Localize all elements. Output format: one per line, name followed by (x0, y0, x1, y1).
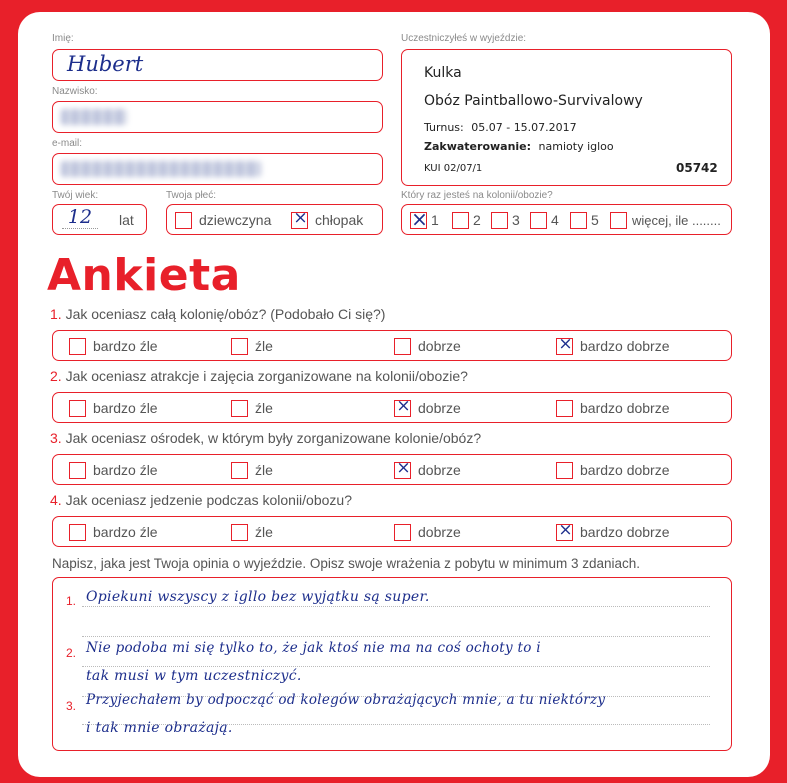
question-2-options (52, 392, 732, 423)
q2-very-good-checkbox[interactable] (556, 400, 573, 417)
company-name: Kulka (424, 65, 462, 81)
q3-option-very-bad[interactable]: bardzo źle (69, 461, 158, 479)
question-2-number: 2. (50, 368, 62, 384)
question-4-text: Jak oceniasz jedzenie podczas kolonii/obozu? (65, 492, 352, 508)
q2-bad-checkbox[interactable] (231, 400, 248, 417)
email-field[interactable] (52, 153, 383, 185)
age-value: 12 (62, 206, 98, 229)
times-option-5[interactable]: 5 (570, 211, 599, 229)
q4-option-very-good[interactable]: × bardzo dobrze (556, 523, 670, 541)
q4-option-good[interactable]: dobrze (394, 523, 461, 541)
question-4-options (52, 516, 732, 547)
q1-good-checkbox[interactable] (394, 338, 411, 355)
opinion-answer-line-1: Opiekuni wszyscy z igllo bez wyjątku są super. (86, 589, 430, 605)
name-field[interactable] (52, 49, 383, 81)
opinion-answer-line-3: tak musi w tym uczestniczyć. (86, 668, 302, 684)
gender-option-girl[interactable]: dziewczyna (175, 211, 271, 229)
opinion-answer-line-4: Przyjechałem by odpocząć od kolegów obrażających mnie, a tu niektórzy (86, 692, 606, 708)
age-unit: lat (119, 212, 134, 228)
turnus-label: Turnus: (424, 121, 464, 134)
email-redacted (61, 161, 261, 177)
q3-option-bad[interactable]: źle (231, 461, 273, 479)
question-4-number: 4. (50, 492, 62, 508)
name-label: Imię: (52, 33, 74, 44)
question-2-text: Jak oceniasz atrakcje i zajęcia zorganizowane na kolonii/obozie? (65, 368, 468, 384)
q1-option-good[interactable]: dobrze (394, 337, 461, 355)
age-field[interactable] (52, 204, 147, 235)
question-4 (50, 492, 352, 508)
opinion-line (82, 636, 710, 637)
survey-title: Ankieta (47, 250, 241, 301)
q2-good-checkbox[interactable]: × (394, 400, 411, 417)
q4-option-bad[interactable]: źle (231, 523, 273, 541)
gender-option-boy[interactable]: × chłopak (291, 211, 363, 229)
q1-option-very-bad[interactable]: bardzo źle (69, 337, 158, 355)
question-1-text: Jak oceniasz całą kolonię/obóz? (Podobało Ci się?) (65, 306, 386, 322)
email-label: e-mail: (52, 138, 83, 149)
q3-bad-checkbox[interactable] (231, 462, 248, 479)
q4-option-very-bad[interactable]: bardzo źle (69, 523, 158, 541)
question-3 (50, 430, 481, 446)
question-2 (50, 368, 468, 384)
q2-option-good[interactable]: × dobrze (394, 399, 461, 417)
gender-label: Twoja płeć: (166, 190, 217, 201)
times-option-4[interactable]: 4 (530, 211, 559, 229)
times-option-2[interactable]: 2 (452, 211, 481, 229)
q4-bad-checkbox[interactable] (231, 524, 248, 541)
opinion-number-1: 1. (66, 594, 77, 608)
question-1 (50, 306, 385, 322)
q3-good-checkbox[interactable]: × (394, 462, 411, 479)
times-label: Który raz jesteś na kolonii/obozie? (401, 190, 553, 201)
question-1-number: 1. (50, 306, 62, 322)
question-1-options (52, 330, 732, 361)
age-label: Twój wiek: (52, 190, 99, 201)
question-3-number: 3. (50, 430, 62, 446)
q3-option-very-good[interactable]: bardzo dobrze (556, 461, 670, 479)
times-5-checkbox[interactable] (570, 212, 587, 229)
opinion-answer-line-5: i tak mnie obrażają. (86, 720, 233, 736)
times-more-checkbox[interactable] (610, 212, 627, 229)
q2-option-very-good[interactable]: bardzo dobrze (556, 399, 670, 417)
times-option-more[interactable]: więcej, ile ........ (610, 211, 721, 229)
accommodation-label: Zakwaterowanie: (424, 140, 532, 153)
surname-field[interactable] (52, 101, 383, 133)
gender-group (166, 204, 383, 235)
q3-very-bad-checkbox[interactable] (69, 462, 86, 479)
surname-redacted (61, 109, 127, 125)
accommodation-value: namioty igloo (538, 140, 614, 153)
times-group (401, 204, 732, 235)
turnus-value: 05.07 - 15.07.2017 (471, 121, 577, 134)
trip-number: 05742 (676, 161, 718, 175)
q1-option-very-good[interactable]: × bardzo dobrze (556, 337, 670, 355)
q2-option-very-bad[interactable]: bardzo źle (69, 399, 158, 417)
trip-code: KUI 02/07/1 (424, 163, 483, 174)
times-option-1[interactable]: × 1 (411, 206, 439, 231)
opinion-prompt: Napisz, jaka jest Twoja opinia o wyjeździe. Opisz swoje wrażenia z pobytu w minimum 3 zdaniach. (52, 556, 641, 571)
opinion-line (82, 606, 710, 607)
times-option-3[interactable]: 3 (491, 211, 520, 229)
q3-option-good[interactable]: × dobrze (394, 461, 461, 479)
q4-very-good-checkbox[interactable]: × (556, 524, 573, 541)
q4-very-bad-checkbox[interactable] (69, 524, 86, 541)
q2-option-bad[interactable]: źle (231, 399, 273, 417)
trip-label: Uczestniczyłeś w wyjeździe: (401, 33, 527, 44)
q1-very-bad-checkbox[interactable] (69, 338, 86, 355)
times-4-checkbox[interactable] (530, 212, 547, 229)
gender-girl-checkbox[interactable] (175, 212, 192, 229)
q4-good-checkbox[interactable] (394, 524, 411, 541)
q1-bad-checkbox[interactable] (231, 338, 248, 355)
q1-very-good-checkbox[interactable]: × (556, 338, 573, 355)
trip-info-box (401, 49, 732, 186)
opinion-number-2: 2. (66, 646, 77, 660)
times-3-checkbox[interactable] (491, 212, 508, 229)
surname-label: Nazwisko: (52, 86, 98, 97)
times-1-checkbox[interactable]: × (411, 206, 428, 231)
gender-boy-checkbox[interactable]: × (291, 212, 308, 229)
question-3-text: Jak oceniasz ośrodek, w którym były zorganizowane kolonie/obóz? (65, 430, 482, 446)
opinion-number-3: 3. (66, 699, 77, 713)
question-3-options (52, 454, 732, 485)
q3-very-good-checkbox[interactable] (556, 462, 573, 479)
opinion-answer-line-2: Nie podoba mi się tylko to, że jak ktoś nie ma na coś ochoty to i (86, 640, 541, 656)
name-value: Hubert (67, 52, 144, 76)
q1-option-bad[interactable]: źle (231, 337, 273, 355)
times-2-checkbox[interactable] (452, 212, 469, 229)
opinion-line (82, 666, 710, 667)
q2-very-bad-checkbox[interactable] (69, 400, 86, 417)
camp-name: Obóz Paintballowo-Survivalowy (424, 93, 643, 109)
